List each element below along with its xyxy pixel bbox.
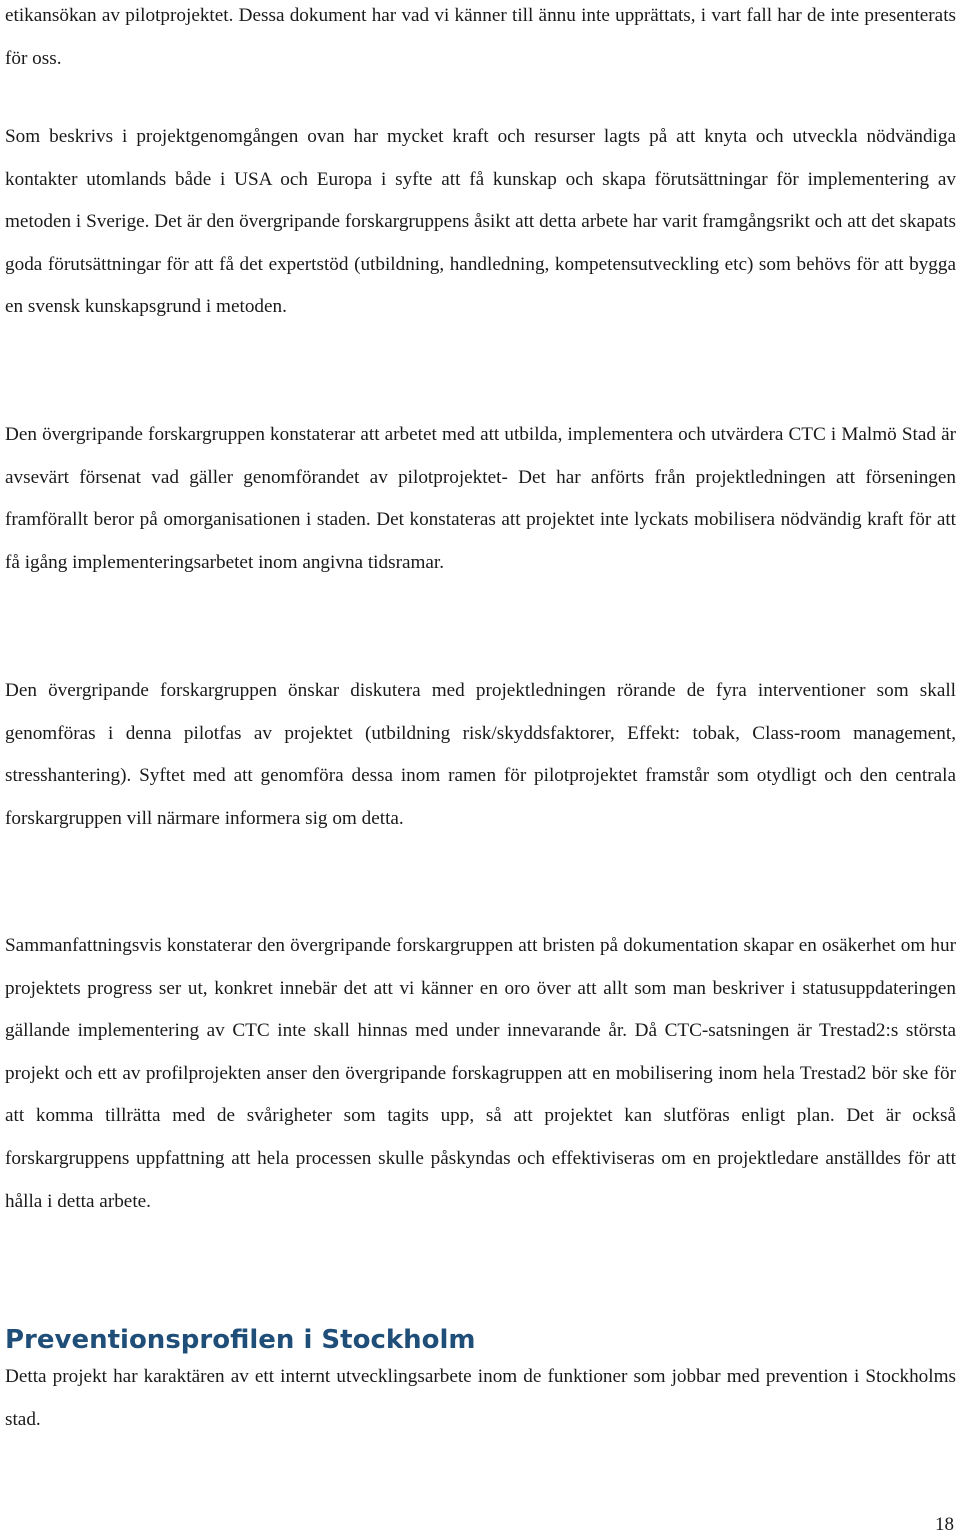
- paragraph-stockholm-intro: Detta projekt har karaktären av ett internt utvecklingsarbete inom de funktioner som jobbar med prevention i Stockholms stad.: [5, 1366, 956, 1430]
- paragraph-ethics-application: etikansökan av pilotprojektet. Dessa dokument har vad vi känner till ännu inte upprättats, i vart fall har de inte presenterats för oss.: [5, 5, 956, 69]
- section-heading: Preventionsprofilen i Stockholm: [5, 1325, 476, 1355]
- paragraph-summary: Sammanfattningsvis konstaterar den övergripande forskargruppen att bristen på dokumentation skapar en osäkerhet om hur projektets progress ser ut, konkret innebär det att vi känner en oro över att allt som man beskriver i statusuppdateringen gällande implementering av CTC inte skall hinnas med under innevarande år. Då CTC-satsningen är Trestad2:s största projekt och ett av profilprojekten anser den övergripande forskagruppen att en mobilisering inom hela Trestad2 bör ske för att komma tillrätta med de svårigheter som tagits upp, så att projektet kan slutföras enligt plan. Det är också forskargruppens uppfattning att hela processen skulle påskyndas och effektiviseras om en projektledare anställdes för att hålla i detta arbete.: [5, 935, 956, 1212]
- page-number: 18: [935, 1514, 954, 1535]
- paragraph-delay-assessment: Den övergripande forskargruppen konstaterar att arbetet med att utbilda, implementera och utvärdera CTC i Malmö Stad är avsevärt försenat vad gäller genomförandet av pilotprojektet- Det har anförts från projektledningen att förseningen framförallt beror på omorganisationen i staden. Det konstateras att projektet inte lyckats mobilisera nödvändig kraft för att få igång implementeringsarbetet inom angivna tidsramar.: [5, 424, 956, 573]
- paragraph-project-review: Som beskrivs i projektgenomgången ovan har mycket kraft och resurser lagts på att knyta och utveckla nödvändiga kontakter utomlands både i USA och Europa i syfte att få kunskap och skapa förutsättningar för implementering av metoden i Sverige. Det är den övergripande forskargruppens åsikt att detta arbete har varit framgångsrikt och att det skapats goda förutsättningar för att få det expertstöd (utbildning, handledning, kompetensutveckling etc) som behövs för att bygga en svensk kunskapsgrund i metoden.: [5, 126, 956, 318]
- paragraph-interventions: Den övergripande forskargruppen önskar diskutera med projektledningen rörande de fyra interventioner som skall genomföras i denna pilotfas av projektet (utbildning risk/skyddsfaktorer, Effekt: tobak, Class-room management, stresshantering). Syftet med att genomföra dessa inom ramen för pilotprojektet framstår som otydligt och den centrala forskargruppen vill närmare informera sig om detta.: [5, 680, 956, 829]
